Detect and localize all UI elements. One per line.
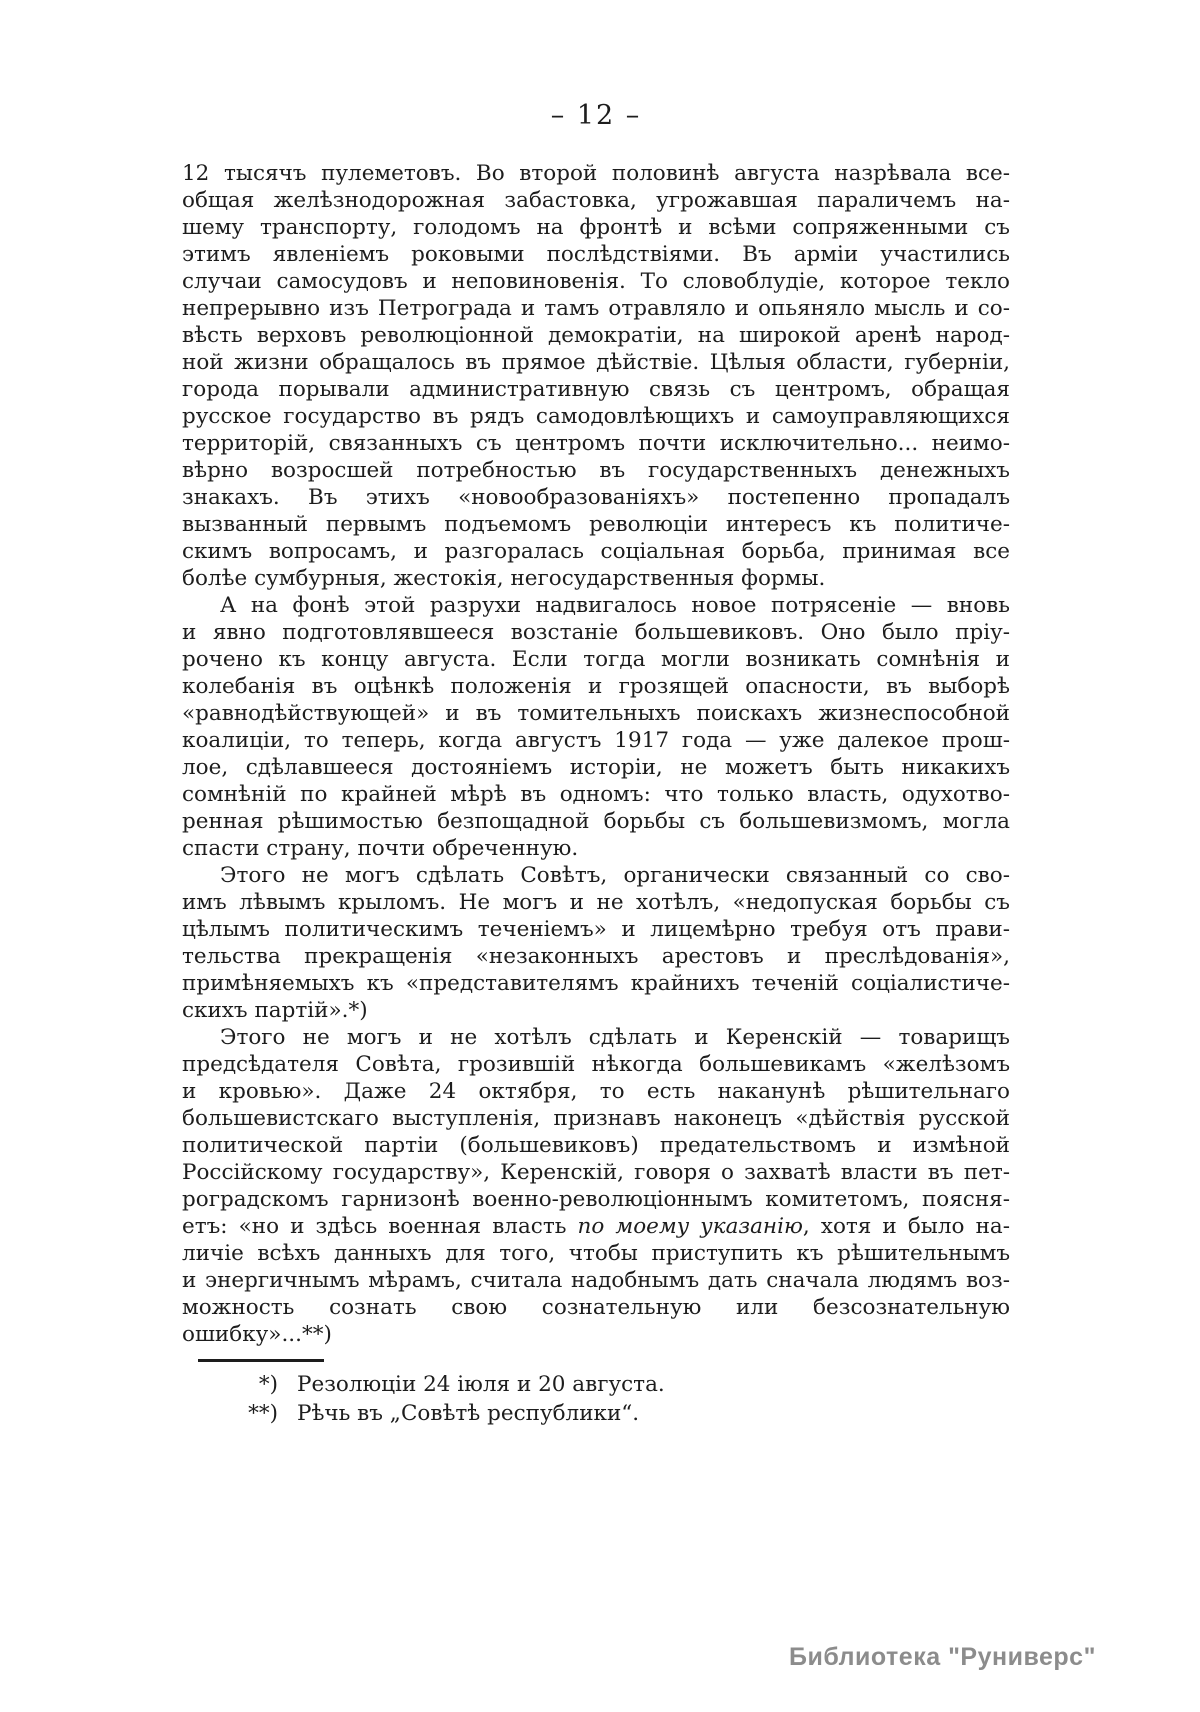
text-line: скихъ партій».*) bbox=[182, 998, 368, 1023]
footnote-text: Резолюціи 24 іюля и 20 августа. bbox=[297, 1372, 665, 1397]
italic-phrase: по моему указанію bbox=[577, 1214, 803, 1239]
text-line: предсѣдателя Совѣта, грозившій нѣкогда большевикамъ «желѣзомъ bbox=[182, 1052, 1010, 1077]
text-line: ошибку»...**) bbox=[182, 1322, 332, 1347]
footnote-marker: **) bbox=[248, 1400, 278, 1426]
text-line: колебанія въ оцѣнкѣ положенія и грозящей опасности, въ выборѣ bbox=[182, 674, 1010, 699]
paragraph bbox=[182, 160, 1010, 592]
text-line: болѣе сумбурныя, жестокія, негосударственныя формы. bbox=[182, 566, 826, 591]
footnote bbox=[182, 1400, 1010, 1429]
text-line: коалиціи, то теперь, когда августъ 1917 года — уже далекое прош- bbox=[182, 728, 1010, 753]
footnote-text: Рѣчь въ „Совѣтѣ республики“. bbox=[297, 1400, 640, 1426]
text-line: цѣлымъ политическимъ теченіемъ» и лицемѣрно требуя отъ прави- bbox=[182, 917, 1010, 942]
text-line: роградскомъ гарнизонѣ военно-революціоннымъ комитетомъ, поясня- bbox=[182, 1187, 1010, 1212]
text-line: вѣрно возросшей потребностью въ государственныхъ денежныхъ bbox=[182, 458, 1010, 483]
body-text bbox=[182, 160, 1010, 1428]
text-line: «равнодѣйствующей» и въ томительныхъ поискахъ жизнеспособной bbox=[182, 701, 1010, 726]
text-line: этимъ явленіемъ роковыми послѣдствіями. Въ арміи участились bbox=[182, 242, 1010, 267]
text-line: сомнѣній по крайней мѣрѣ въ одномъ: что только власть, одухотво- bbox=[182, 782, 1010, 807]
text-line: тельства прекращенія «незаконныхъ арестовъ и преслѣдованія», bbox=[182, 944, 1010, 969]
paragraph bbox=[182, 1024, 1010, 1348]
text-line: Этого не могъ сдѣлать Совѣтъ, органически связанный со сво- bbox=[220, 863, 1010, 888]
text-line: и кровью». Даже 24 октября, то есть наканунѣ рѣшительнаго bbox=[182, 1079, 1010, 1104]
text-line: общая желѣзнодорожная забастовка, угрожавшая параличемъ на- bbox=[182, 188, 1010, 213]
text-line: имъ лѣвымъ крыломъ. Не могъ и не хотѣлъ, «недопуская борьбы съ bbox=[182, 890, 1010, 915]
text-line: лое, сдѣлавшееся достояніемъ исторіи, не можетъ быть никакихъ bbox=[182, 755, 1010, 780]
text-line: личіе всѣхъ данныхъ для того, чтобы приступить къ рѣшительнымъ bbox=[182, 1241, 1010, 1266]
text-line: и явно подготовлявшееся возстаніе большевиковъ. Оно было пріу- bbox=[182, 620, 1010, 645]
footnote bbox=[182, 1371, 1010, 1400]
text-line: шему транспорту, голодомъ на фронтѣ и всѣми сопряженными съ bbox=[182, 215, 1010, 240]
text-line: случаи самосудовъ и неповиновенія. То словоблудіе, которое текло bbox=[182, 269, 1010, 294]
text-line: территорій, связанныхъ съ центромъ почти исключительно... неимо- bbox=[182, 431, 1010, 456]
text-line: города порывали административную связь съ центромъ, обращая bbox=[182, 377, 1010, 402]
text-line: большевистскаго выступленія, признавъ наконецъ «дѣйствія русской bbox=[182, 1106, 1010, 1131]
footnote-separator bbox=[198, 1359, 324, 1362]
text-line: русское государство въ рядъ самодовлѣющихъ и самоуправляющихся bbox=[182, 404, 1010, 429]
text-line: Россійскому государству», Керенскій, говоря о захватѣ власти въ пет- bbox=[182, 1160, 1010, 1185]
text-line: скимъ вопросамъ, и разгоралась соціальная борьба, принимая все bbox=[182, 539, 1010, 564]
text-line: ной жизни обращалось въ прямое дѣйствіе. Цѣлыя области, губерніи, bbox=[182, 350, 1010, 375]
text-line: и энергичнымъ мѣрамъ, считала надобнымъ дать сначала людямъ воз- bbox=[182, 1268, 1010, 1293]
text-line: знакахъ. Въ этихъ «новообразованіяхъ» постепенно пропадалъ bbox=[182, 485, 1010, 510]
text-line: можность сознать свою сознательную или безсознательную bbox=[182, 1295, 1010, 1320]
text-line: ренная рѣшимостью безпощадной борьбы съ большевизмомъ, могла bbox=[182, 809, 1010, 834]
text-line bbox=[182, 1213, 1010, 1240]
text-line: непрерывно изъ Петрограда и тамъ отравляло и опьяняло мысль и со- bbox=[182, 296, 1010, 321]
text-segment: етъ: «но и здѣсь военная власть bbox=[182, 1214, 578, 1239]
library-watermark: Библиотека "Руниверс" bbox=[789, 1643, 1096, 1671]
text-line: вызванный первымъ подъемомъ революціи интересъ къ политиче- bbox=[182, 512, 1010, 537]
text-line: вѣсть верховъ революціонной демократіи, на широкой аренѣ народ- bbox=[182, 323, 1010, 348]
text-line: примѣняемыхъ къ «представителямъ крайнихъ теченій соціалистиче- bbox=[182, 971, 1010, 996]
paragraph bbox=[182, 862, 1010, 1024]
footnote-marker: *) bbox=[258, 1372, 278, 1397]
text-line: Этого не могъ и не хотѣлъ сдѣлать и Керенскій — товарищъ bbox=[220, 1025, 1010, 1050]
paragraph bbox=[182, 592, 1010, 862]
text-line: политической партіи (большевиковъ) предательствомъ и измѣной bbox=[182, 1133, 1010, 1158]
text-line: спасти страну, почти обреченную. bbox=[182, 836, 579, 861]
text-line: 12 тысячъ пулеметовъ. Во второй половинѣ августа назрѣвала все- bbox=[182, 161, 1010, 186]
text-segment: , хотя и было на- bbox=[802, 1214, 1010, 1239]
footnotes bbox=[182, 1371, 1010, 1428]
page-number: – 12 – bbox=[550, 100, 642, 131]
text-line: рочено къ концу августа. Если тогда могли возникать сомнѣнія и bbox=[182, 647, 1010, 672]
text-line: А на фонѣ этой разрухи надвигалось новое потрясеніе — вновь bbox=[220, 593, 1010, 618]
